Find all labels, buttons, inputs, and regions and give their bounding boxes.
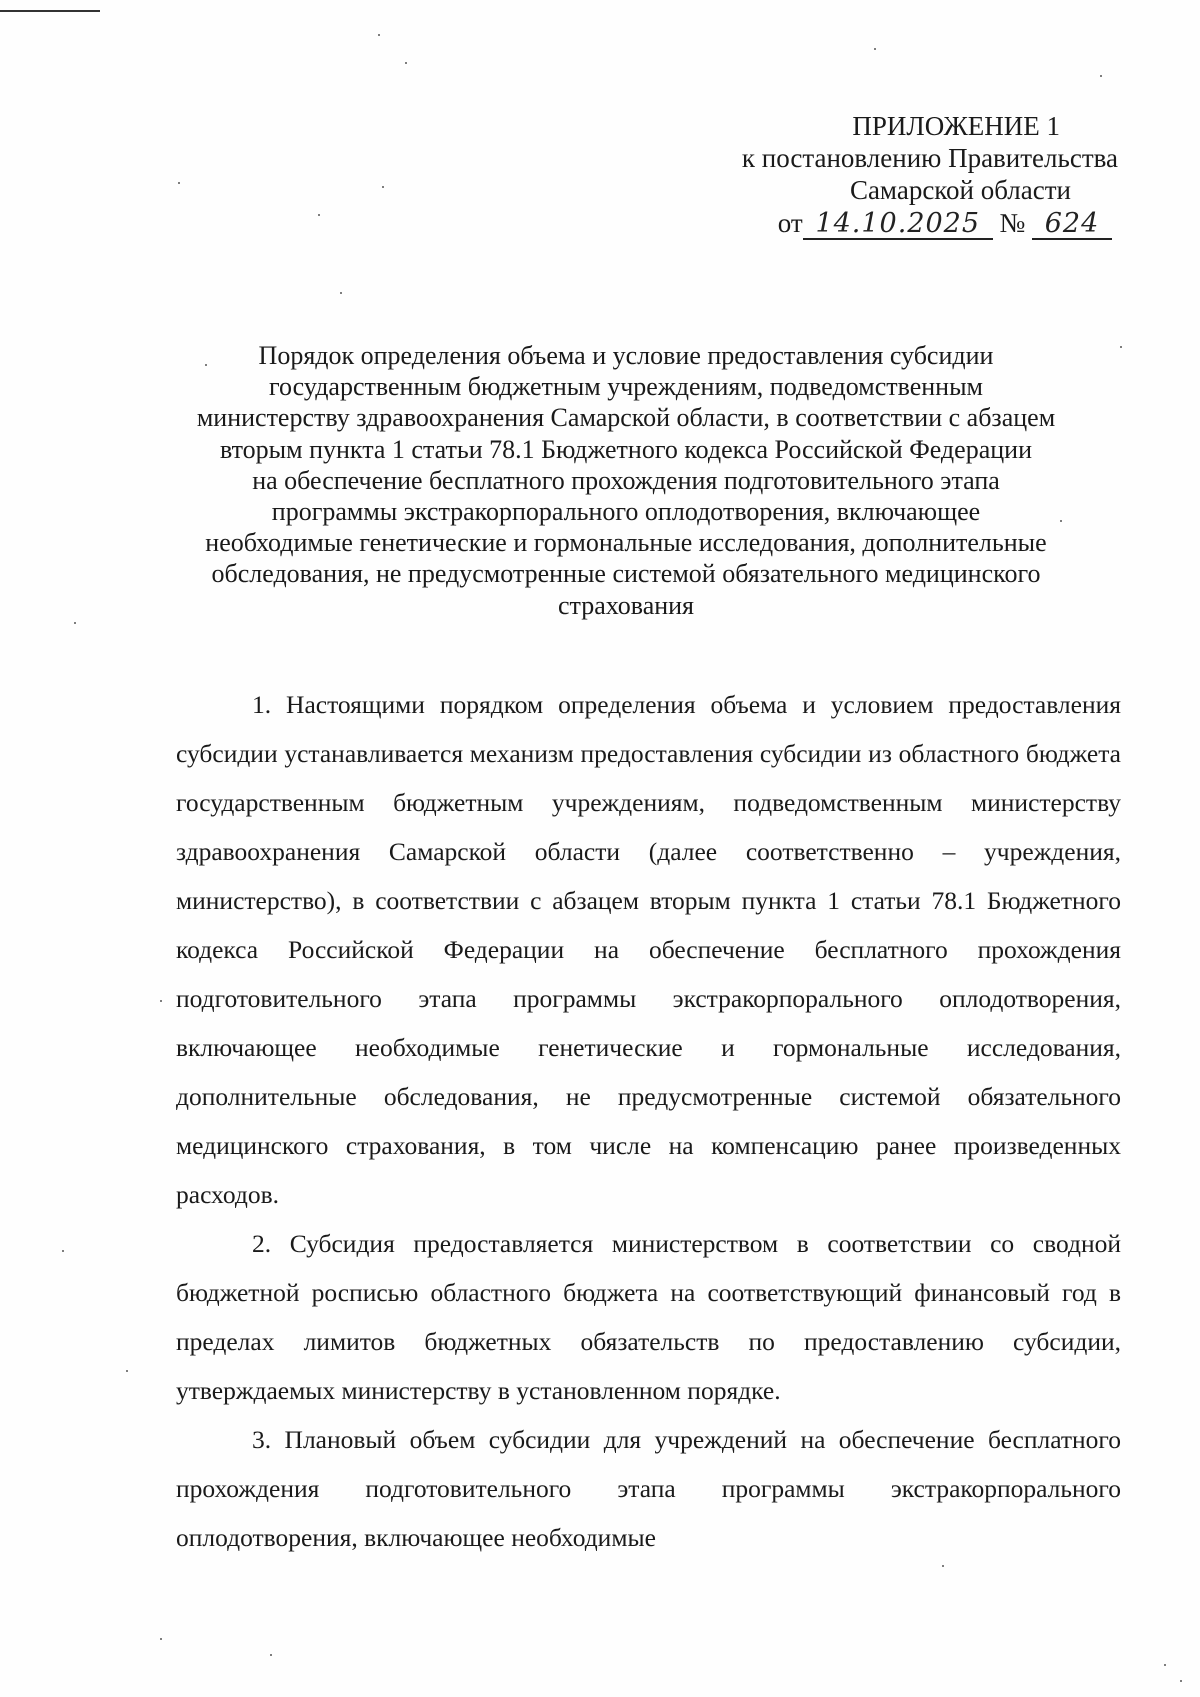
paragraph-3: 3. Плановый объем субсидии для учреждений на обеспечение бесплатного прохождения подготовительного этапа программы экстракорпорального оплодотворения, включающее необходимые [176, 1425, 1121, 1552]
title-line: обследования, не предусмотренные системой обязательного медицинского [211, 559, 1041, 589]
title-line: министерству здравоохранения Самарской области, в соответствии с абзацем [196, 403, 1056, 433]
scan-speck [318, 214, 320, 216]
title-line: программы экстракорпорального оплодотворения, включающее [271, 497, 981, 527]
scan-speck [74, 622, 76, 624]
scan-speck [378, 34, 380, 36]
scan-speck [942, 1565, 944, 1567]
document-title [176, 340, 1076, 621]
appendix-reference: к постановлению Правительства [741, 143, 1118, 173]
scan-speck [382, 186, 384, 188]
document-body [176, 680, 1121, 1562]
appendix-title: ПРИЛОЖЕНИЕ 1 [852, 111, 1060, 141]
scan-speck [405, 62, 407, 64]
title-line: вторым пункта 1 статьи 78.1 Бюджетного кодекса Российской Федерации [220, 434, 1032, 464]
scan-speck [1180, 1680, 1182, 1682]
scan-speck [62, 1250, 64, 1252]
scan-edge-line [0, 10, 100, 12]
title-line: Порядок определения объема и условие предоставления субсидии [258, 341, 994, 370]
date-prefix: от [777, 208, 803, 238]
paragraph-2: 2. Субсидия предоставляется министерством в соответствии со сводной бюджетной росписью областного бюджета на соответствующий финансовый год в пределах лимитов бюджетных обязательств по предоставлению субсидии, утверждаемых министерству в установленном порядке. [176, 1229, 1121, 1405]
scan-speck [160, 1638, 162, 1640]
scan-speck [874, 48, 876, 50]
appendix-date-number [698, 207, 1118, 240]
title-line: страхования [557, 590, 695, 620]
scan-speck [1164, 1664, 1166, 1666]
handwritten-date: 14.10.2025 [803, 210, 993, 240]
number-prefix: № [999, 208, 1026, 238]
scan-speck [160, 1000, 162, 1002]
title-line: государственным бюджетным учреждениям, подведомственным [268, 372, 984, 402]
scan-speck [178, 182, 180, 184]
title-line: необходимые генетические и гормональные исследования, дополнительные [205, 528, 1047, 558]
scan-speck [340, 292, 342, 294]
paragraph-1: 1. Настоящими порядком определения объема и условием предоставления субсидии устанавливается механизм предоставления субсидии из областного бюджета государственным бюджетным учреждениям, подведомственным министерству здравоохранения Самарской области (далее соответственно – учреждения, министерство), в соответствии с абзацем вторым пункта 1 статьи 78.1 Бюджетного кодекса Российской Федерации на обеспечение бесплатного прохождения подготовительного этапа программы экстракорпорального оплодотворения, включающее необходимые генетические и гормональные исследования, дополнительные обследования, не предусмотренные системой обязательного медицинского страхования, в том числе на компенсацию ранее произведенных расходов. [176, 690, 1121, 1209]
appendix-header [698, 110, 1118, 240]
appendix-region: Самарской области [849, 175, 1071, 205]
scan-speck [1100, 75, 1102, 77]
scan-speck [270, 1654, 272, 1656]
scan-speck [126, 1370, 128, 1372]
scan-speck [1120, 346, 1122, 348]
title-line: на обеспечение бесплатного прохождения подготовительного этапа [252, 465, 1000, 495]
handwritten-number: 624 [1032, 210, 1112, 240]
